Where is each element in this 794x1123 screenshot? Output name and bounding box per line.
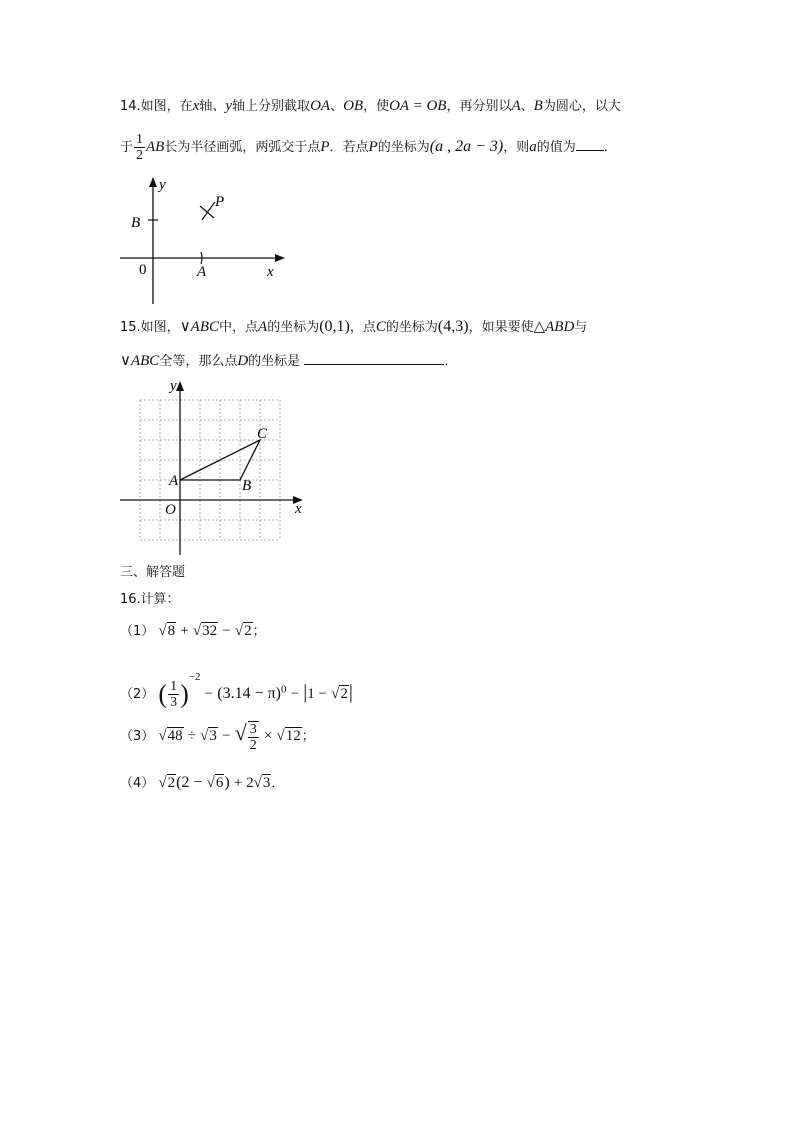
grid — [140, 400, 280, 540]
b-label: B — [131, 215, 141, 231]
q14-figure — [115, 172, 295, 308]
p-label: P — [215, 194, 225, 210]
y-arrow-icon — [149, 177, 157, 187]
x-label: x — [267, 264, 274, 280]
q15-line1: 15.如图，∨ABC中，点A的坐标为(0,1)，点C的坐标为(4,3)，如果要使△ABD与 — [120, 318, 588, 335]
y-arrow-icon — [176, 381, 184, 391]
q16-item4: （4） √2(2 − √6) + 2√3． — [120, 774, 285, 791]
a-label: A — [197, 264, 207, 280]
q16-item3: （3） √48 ÷ √3 − √ $\frac{3}{2}$ × √12； — [120, 720, 315, 753]
x-arrow-icon — [275, 254, 285, 262]
section-title: 三、解答题 — [120, 565, 186, 580]
q14-line2: 于 $\frac{1}{2}$ AB长为半径画弧，两弧交于点P．若点P的坐标为(a , 2a − 3)，则a的值为 ． — [120, 132, 617, 163]
origin-label: O — [165, 502, 176, 518]
q15-figure — [115, 375, 315, 557]
q15-line2: ∨ABC全等，那么点D的坐标是 ． — [120, 350, 457, 372]
y-label: y — [159, 177, 166, 193]
origin-label: 0 — [139, 262, 147, 278]
q16-item1: （1） √8 + √32 − √2； — [120, 623, 266, 639]
q16-item2: （2） ( $\frac{1}{3}$ )$^{-2} - (3.14 - \pi)^0 - |1 - √2|$ — [120, 671, 353, 710]
a-label: A — [169, 473, 179, 489]
answer-blank[interactable] — [576, 136, 604, 151]
b-label: B — [242, 478, 252, 494]
answer-blank[interactable] — [304, 350, 444, 365]
y-label: y — [170, 378, 177, 394]
fraction-half: $\frac{1}{2}$ — [136, 132, 144, 163]
c-label: C — [257, 426, 268, 442]
x-label: x — [295, 501, 302, 517]
q14-line1: 14.如图，在x轴、y轴上分别截取OA、OB，使OA = OB，再分别以A、B为圆心，以大 — [120, 98, 621, 114]
q16-title: 16.计算： — [120, 592, 180, 607]
